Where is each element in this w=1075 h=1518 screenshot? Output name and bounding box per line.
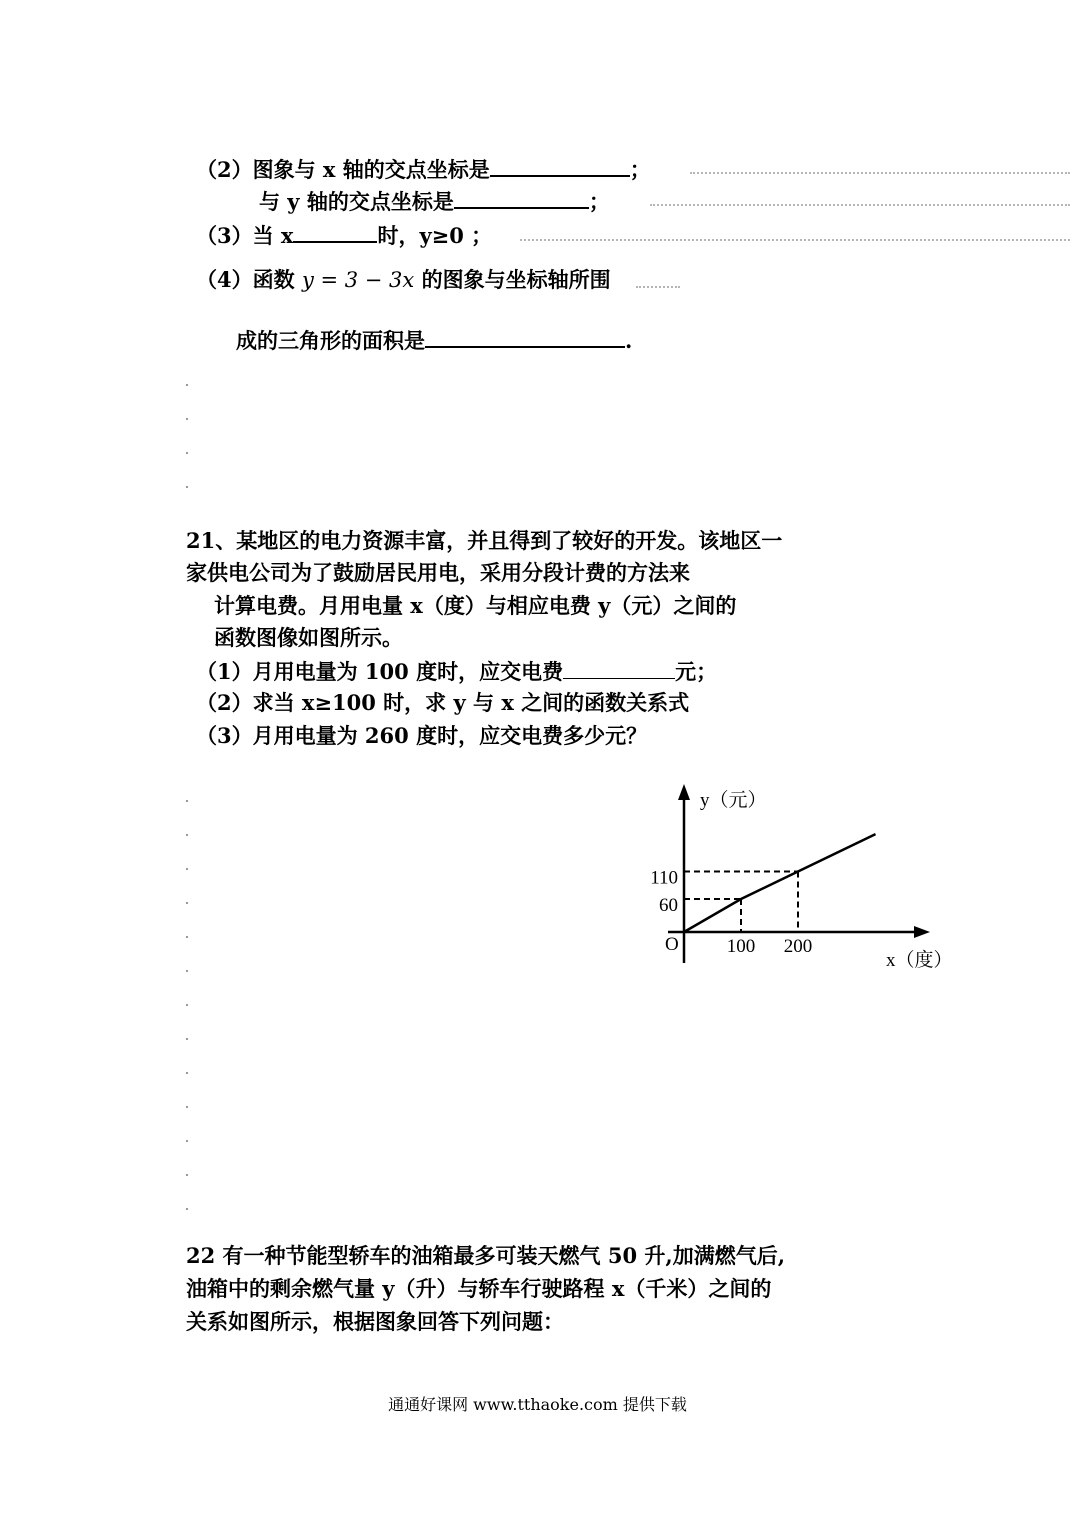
q21-intro-1: 21、某地区的电力资源丰富，并且得到了较好的开发。该地区一	[186, 528, 783, 553]
x-tick-label-100: 100	[726, 936, 756, 957]
q20-part4b-end: .	[625, 328, 633, 353]
margin-dot	[186, 452, 188, 454]
x-tick-label-200: 200	[783, 936, 813, 957]
q21-intro-3: 计算电费。月用电量 x（度）与相应电费 y（元）之间的	[214, 593, 737, 618]
q22-line-3: 关系如图所示，根据图象回答下列问题：	[186, 1309, 564, 1334]
q20-part2b-end: ；	[588, 189, 610, 214]
chart-labels	[650, 789, 952, 971]
q20-part3-mid: 时，y≥0 ；	[377, 223, 493, 248]
q20-part3	[196, 221, 492, 249]
leader-dots	[520, 239, 1070, 241]
margin-dot	[186, 1004, 188, 1006]
q20-formula: y = 3 − 3x	[301, 268, 415, 292]
margin-dot	[186, 1208, 188, 1210]
q22-line-2: 油箱中的剩余燃气量 y（升）与轿车行驶路程 x（千米）之间的	[186, 1276, 772, 1301]
chart-axes	[668, 784, 930, 963]
q21-intro-4: 函数图像如图所示。	[214, 625, 403, 650]
leader-dots	[636, 286, 680, 288]
margin-dot	[186, 1106, 188, 1108]
y-axis-arrow-icon	[678, 784, 690, 800]
chart-series	[684, 834, 876, 932]
margin-dot	[186, 834, 188, 836]
q20-x-condition-blank[interactable]	[293, 221, 377, 243]
q20-part4-label: （4）函数	[196, 267, 295, 292]
leader-dots	[690, 172, 1070, 174]
fee-line-series-1	[684, 834, 876, 932]
margin-dot	[186, 1038, 188, 1040]
x-axis-label: x（度）	[886, 950, 953, 971]
margin-dot	[186, 800, 188, 802]
q20-x-intercept-blank[interactable]	[490, 155, 630, 177]
margin-dot	[186, 868, 188, 870]
page-footer: 通通好课网 www.tthaoke.com 提供下载	[388, 1395, 687, 1414]
margin-dot	[186, 418, 188, 420]
margin-dot	[186, 936, 188, 938]
q21-part3: （3）月用电量为 260 度时，应交电费多少元？	[196, 723, 648, 748]
margin-dot	[186, 902, 188, 904]
q21-part1-end: 元；	[675, 659, 718, 684]
leader-dots	[650, 204, 1070, 206]
q20-part4-rest: 的图象与坐标轴所围	[421, 267, 611, 292]
q21-part1-label: （1）月用电量为 100 度时，应交电费	[196, 659, 564, 684]
margin-dot	[186, 1072, 188, 1074]
q20-part3-label: （3）当 x	[196, 223, 294, 248]
q22-line-1: 22 有一种节能型轿车的油箱最多可装天燃气 50 升,加满燃气后,	[186, 1243, 786, 1268]
q20-part4b-label: 成的三角形的面积是	[236, 328, 425, 353]
q21-intro-2: 家供电公司为了鼓励居民用电，采用分段计费的方法来	[186, 560, 690, 585]
origin-label: O	[665, 934, 679, 955]
margin-dot	[186, 384, 188, 386]
margin-dot	[186, 1174, 188, 1176]
q20-y-intercept-blank[interactable]	[454, 187, 589, 209]
q21-part1	[196, 658, 717, 685]
q21-part2: （2）求当 x≥100 时，求 y 与 x 之间的函数关系式	[196, 690, 690, 715]
chart-guides	[684, 872, 798, 933]
q20-part4	[196, 267, 611, 293]
margin-dot	[186, 1140, 188, 1142]
q20-part4b	[236, 326, 632, 354]
q20-part2b-label: 与 y 轴的交点坐标是	[259, 189, 454, 214]
y-tick-label-60: 60	[659, 895, 678, 916]
q20-part2-label: （2）图象与 x 轴的交点坐标是	[196, 157, 490, 182]
q20-part2b	[259, 187, 610, 215]
q20-part2	[196, 155, 651, 183]
q20-part2-end: ；	[629, 157, 651, 182]
margin-dot	[186, 970, 188, 972]
x-axis-arrow-icon	[914, 926, 930, 938]
q21-fee-blank[interactable]	[563, 658, 675, 679]
q20-area-blank[interactable]	[425, 326, 625, 348]
y-axis-label: y（元）	[700, 790, 767, 811]
margin-dot	[186, 486, 188, 488]
y-tick-label-110: 110	[650, 867, 678, 889]
